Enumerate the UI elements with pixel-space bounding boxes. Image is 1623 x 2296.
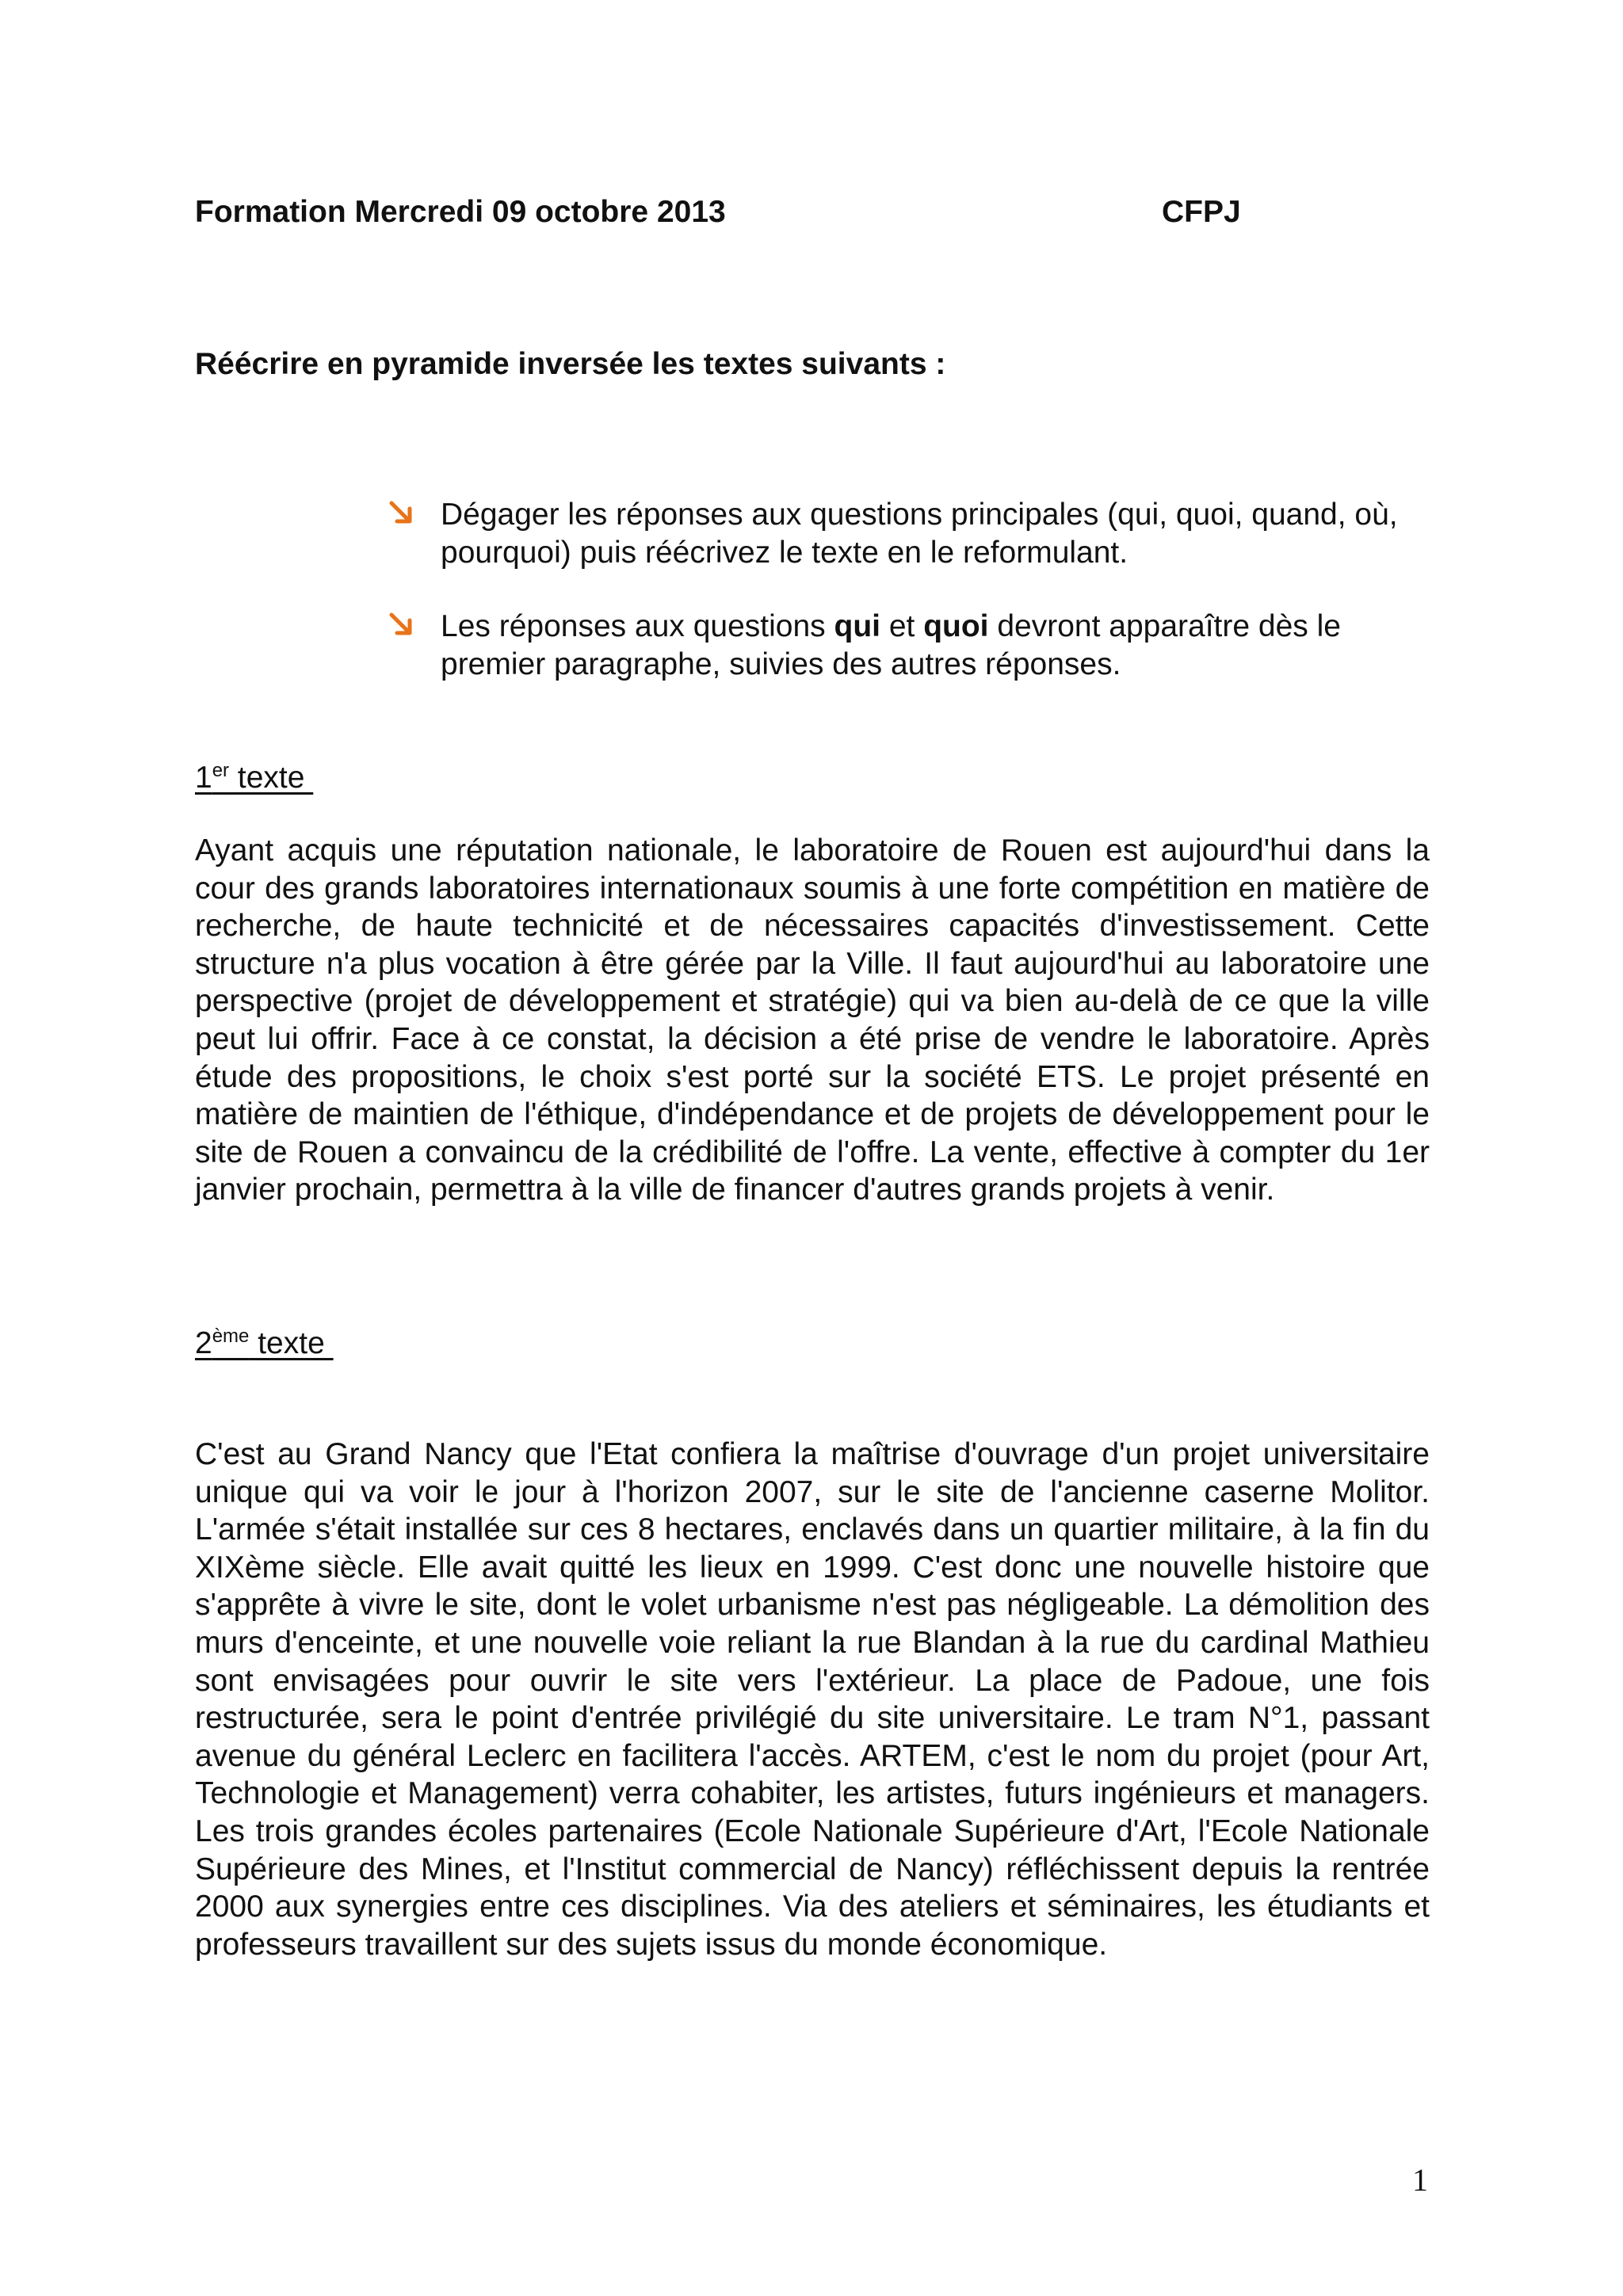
bullet-item-2 (388, 608, 1419, 683)
instruction-bullet-list (388, 496, 1419, 719)
text2-heading (195, 1325, 334, 1363)
text2-number: 2 (195, 1326, 212, 1360)
arrow-down-right-icon (388, 611, 415, 641)
bullet-text-mid: et (880, 609, 924, 643)
text2-body: C'est au Grand Nancy que l'Etat confiera la maîtrise d'ouvrage d'un projet universitaire unique qui va voir le jour à l'horizon 2007, sur le site de l'ancienne caserne Molitor. L'armée s'était installée sur ces 8 hectares, enclavés dans un quartier militaire, à la fin du XIXème siècle. Elle avait quitté les lieux en 1999. C'est donc une nouvelle histoire que s'apprête à vivre le site, dont le volet urbanisme n'est pas négligeable. La démolition des murs d'enceinte, et une nouvelle voie reliant la rue Blandan à la rue du cardinal Mathieu sont envisagées pour ouvrir le site vers l'extérieur. La place de Padoue, une fois restructurée, sera le point d'entrée privilégié du site universitaire. Le tram N°1, passant avenue du général Leclerc en facilitera l'accès. ARTEM, c'est le nom du projet (pour Art, Technologie et Management) verra cohabiter, les artistes, futurs ingénieurs et managers. Les trois grandes écoles partenaires (Ecole Nationale Supérieure d'Art, l'Ecole Nationale Supérieure des Mines, et l'Institut commercial de Nancy) réfléchissent depuis la rentrée 2000 aux synergies entre ces disciplines. Via des ateliers et séminaires, les étudiants et professeurs travaillent sur des sujets issus du monde économique. (195, 1437, 1430, 1962)
instruction-heading: Réécrire en pyramide inversée les textes suivants : (195, 347, 946, 381)
text1-number: 1 (195, 761, 212, 795)
bullet-text: Dégager les réponses aux questions principales (qui, quoi, quand, où, pourquoi) puis réécrivez le texte en le reformulant. (441, 498, 1398, 570)
header-organization: CFPJ (1162, 195, 1241, 229)
arrow-down-right-icon (388, 499, 415, 529)
text1-body: Ayant acquis une réputation nationale, le laboratoire de Rouen est aujourd'hui dans la cour des grands laboratoires internationaux soumis à une forte compétition en matière de recherche, de haute technicité et de nécessaires capacités d'investissement. Cette structure n'a plus vocation à être gérée par la Ville. Il faut aujourd'hui au laboratoire une perspective (projet de développement et stratégie) qui va bien au-delà de ce que la ville peut lui offrir. Face à ce constat, la décision a été prise de vendre le laboratoire. Après étude des propositions, le choix s'est porté sur la société ETS. Le projet présenté en matière de maintien de l'éthique, d'indépendance et de projets de développement pour le site de Rouen a convaincu de la crédibilité de l'offre. La vente, effective à compter du 1er janvier prochain, permettra à la ville de financer d'autres grands projets à venir. (195, 833, 1430, 1207)
text1-label: texte (229, 761, 314, 795)
page-number: 1 (1412, 2162, 1428, 2198)
text1-heading (195, 759, 313, 797)
text1-ordinal: er (212, 760, 230, 781)
text2-label: texte (249, 1326, 334, 1360)
bullet-item-1 (388, 496, 1419, 571)
bullet-bold-quoi: quoi (923, 609, 989, 643)
header-title: Formation Mercredi 09 octobre 2013 (195, 195, 726, 229)
bullet-bold-qui: qui (834, 609, 880, 643)
text2-ordinal: ème (212, 1325, 250, 1347)
bullet-text-post: devront apparaître dès le premier paragraphe, suivies des autres réponses. (441, 609, 1341, 681)
bullet-text-pre: Les réponses aux questions (441, 609, 834, 643)
